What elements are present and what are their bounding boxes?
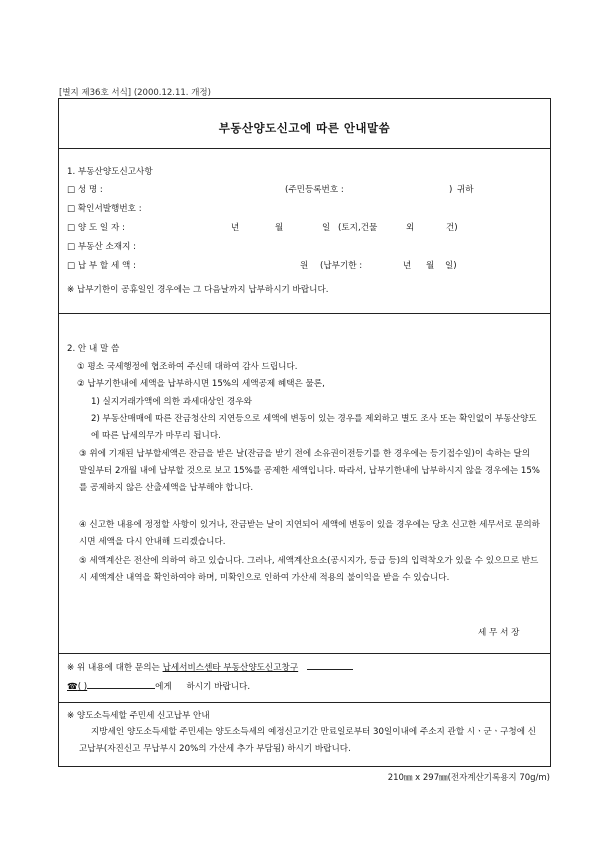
section-divider-2 xyxy=(58,653,551,654)
notice-item-3: ③ 위에 기재된 납부할세액은 잔금을 받은 날(잔금을 받기 전에 소유권이전등기를 한 경우에는 등기접수일)이 속하는 달의 말일부터 2개월 내에 납부할 것으로 보고 15%를 공제한 세액입니다. 따라서, 납부기한내에 납부하시지 않을 경우에는 15%를 공제하지 않은 산출세액을 납부해야 합니다. xyxy=(79,449,540,493)
inquiry-line xyxy=(67,660,353,674)
inquiry-center: 납세서비스센타 부동산양도신고창구 xyxy=(162,663,299,673)
deadline-year-label: 년 xyxy=(403,261,412,271)
land-building-label: (토지,건물 xyxy=(338,223,378,233)
inquiry-prefix: ※ 위 내용에 대한 문의는 xyxy=(67,663,160,673)
resident-number-label: (주민등록번호 : xyxy=(285,185,344,195)
resident-number-close: ) xyxy=(449,185,453,195)
other-label: 외 xyxy=(406,223,415,233)
phone-area-code: ( ) xyxy=(77,682,88,692)
section2-heading: 2. 안 내 말 씀 xyxy=(67,344,120,354)
holiday-note: ※ 납부기한이 공휴일인 경우에는 그 다음날까지 납부하시기 바랍니다. xyxy=(67,285,329,295)
transfer-date-label: □ 양 도 일 자 : xyxy=(67,223,125,233)
section-divider-3 xyxy=(58,702,551,703)
property-location-label: □ 부동산 소재지 : xyxy=(67,242,137,252)
paper-spec-footer: 210㎜ x 297㎜(전자계산기록용지 70g/m) xyxy=(387,773,550,783)
title-divider xyxy=(58,148,551,149)
deadline-month-label: 월 xyxy=(426,261,435,271)
honorific: 귀하 xyxy=(457,185,474,195)
request-label: 하시기 바랍니다. xyxy=(186,682,251,692)
tax-amount-label: □ 납 부 할 세 액 : xyxy=(67,261,136,271)
won-label: 원 xyxy=(300,261,309,271)
deadline-day-label: 일) xyxy=(445,261,457,271)
page-title: 부동산양도신고에 따른 안내말씀 xyxy=(218,121,391,135)
form-label: [별지 제36호 서식] (2000.12.11. 개정) xyxy=(59,88,211,98)
notice-item-2-sub-1: 1) 실지거래가액에 의한 과세대상인 경우와 xyxy=(91,397,252,407)
month-label: 월 xyxy=(275,223,284,233)
inquiry-blank xyxy=(307,660,353,670)
tax-office-signature: 세 무 서 장 xyxy=(478,628,520,638)
confirmation-number-label: □ 확인서발행번호 : xyxy=(67,204,142,214)
cases-label: 건) xyxy=(446,223,458,233)
year-label: 년 xyxy=(231,223,240,233)
notice-item-2: ② 납부기한내에 세액을 납부하시면 15%의 세액공제 혜택은 물론, xyxy=(77,379,325,389)
phone-line xyxy=(67,679,250,693)
deadline-label: (납부기한 : xyxy=(320,261,363,271)
notice-item-4: ④ 신고한 내용에 정정할 사항이 있거나, 잔금받는 날이 지연되어 세액에 변동이 있을 경우에는 당초 신고한 세무서로 문의하시면 세액을 다시 안내해 드리겠습니다. xyxy=(79,520,540,547)
section1-heading: 1. 부동산양도신고사항 xyxy=(67,167,153,177)
name-label: □ 성 명 : xyxy=(67,185,103,195)
phone-icon: ☎ xyxy=(67,682,78,692)
notice-item-2-sub-2: 2) 부동산매매에 따른 잔금청산의 지연등으로 세액에 변동이 있는 경우를 제외하고 별도 조사 또는 확인없이 부동산양도에 따른 납세의무가 마무리 됩니다. xyxy=(91,414,537,441)
notice-item-1: ① 평소 국세행정에 협조하여 주신데 대하여 감사 드립니다. xyxy=(77,362,298,372)
phone-blank xyxy=(87,679,155,689)
resident-tax-body: 지방세인 양도소득세할 주민세는 양도소득세의 예정신고기간 만료일로부터 30일이내에 주소지 관할 시ㆍ군ㆍ구청에 신고납부(자진신고 무납부시 20%의 가산세 추가 부담됨) 하시기 바랍니다. xyxy=(79,727,537,754)
to-label: 에게 xyxy=(155,682,172,692)
day-label: 일 xyxy=(322,223,331,233)
notice-item-5: ⑤ 세액계산은 전산에 의하여 하고 있습니다. 그러나, 세액계산요소(공시지가, 등급 등)의 입력착오가 있을 수 있으므로 반드시 세액계산 내역을 확인하여야 하며, 미확인으로 인하여 가산세 적용의 불이익을 받을 수 있습니다. xyxy=(79,556,539,583)
resident-tax-heading: ※ 양도소득세할 주민세 신고납부 안내 xyxy=(67,711,210,721)
section-divider-1 xyxy=(58,313,551,314)
